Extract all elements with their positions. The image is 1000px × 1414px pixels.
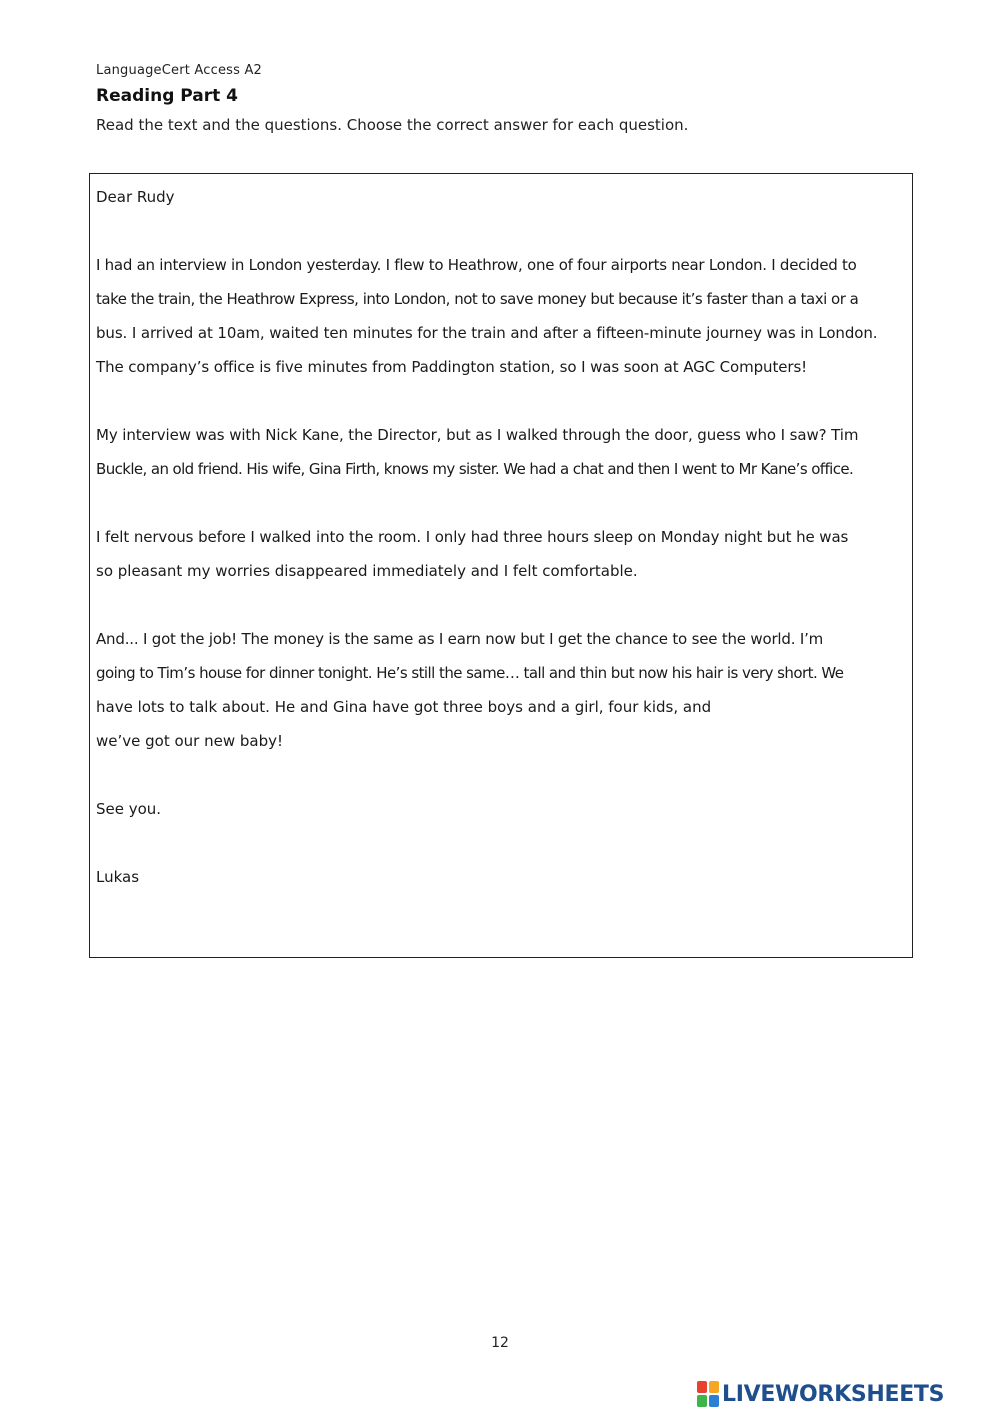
- letter-line: we’ve got our new baby!: [96, 732, 284, 750]
- letter-line: Buckle, an old friend. His wife, Gina Firth, knows my sister. We had a chat and then I went to Mr Kane’s office.: [96, 460, 854, 478]
- exam-label: LanguageCert Access A2: [96, 63, 263, 78]
- letter-text-box: [89, 173, 913, 958]
- letter-line: And... I got the job! The money is the same as I earn now but I get the chance to see the world. I’m: [96, 630, 824, 648]
- letter-line: My interview was with Nick Kane, the Director, but as I walked through the door, guess who I saw? Tim: [96, 426, 859, 444]
- logo-square-green: [697, 1395, 707, 1407]
- page-number: 12: [491, 1335, 509, 1351]
- letter-line: so pleasant my worries disappeared immediately and I felt comfortable.: [96, 562, 638, 580]
- logo-square-orange: [709, 1381, 719, 1393]
- letter-line: I felt nervous before I walked into the room. I only had three hours sleep on Monday night but he was: [96, 528, 849, 546]
- part-title: Reading Part 4: [96, 86, 239, 106]
- letter-line: take the train, the Heathrow Express, into London, not to save money but because it’s faster than a taxi or a: [96, 290, 859, 308]
- letter-line: going to Tim’s house for dinner tonight. He’s still the same… tall and thin but now his hair is very short. We: [96, 664, 844, 682]
- letter-closing: See you.: [96, 800, 162, 818]
- liveworksheets-logo-text: LIVEWORKSHEETS: [722, 1381, 945, 1407]
- instructions-text: Read the text and the questions. Choose the correct answer for each question.: [96, 116, 689, 134]
- letter-line: I had an interview in London yesterday. I flew to Heathrow, one of four airports near London. I decided to: [96, 256, 857, 274]
- letter-salutation: Dear Rudy: [96, 188, 175, 206]
- liveworksheets-logo-icon: [697, 1381, 719, 1407]
- letter-line: bus. I arrived at 10am, waited ten minutes for the train and after a fifteen-minute journey was in London.: [96, 324, 878, 342]
- letter-line: The company’s office is five minutes from Paddington station, so I was soon at AGC Computers!: [96, 358, 808, 376]
- letter-line: have lots to talk about. He and Gina have got three boys and a girl, four kids, and: [96, 698, 712, 716]
- liveworksheets-logo[interactable]: [697, 1381, 944, 1407]
- logo-square-blue: [709, 1395, 719, 1407]
- logo-square-red: [697, 1381, 707, 1393]
- letter-signature: Lukas: [96, 868, 140, 886]
